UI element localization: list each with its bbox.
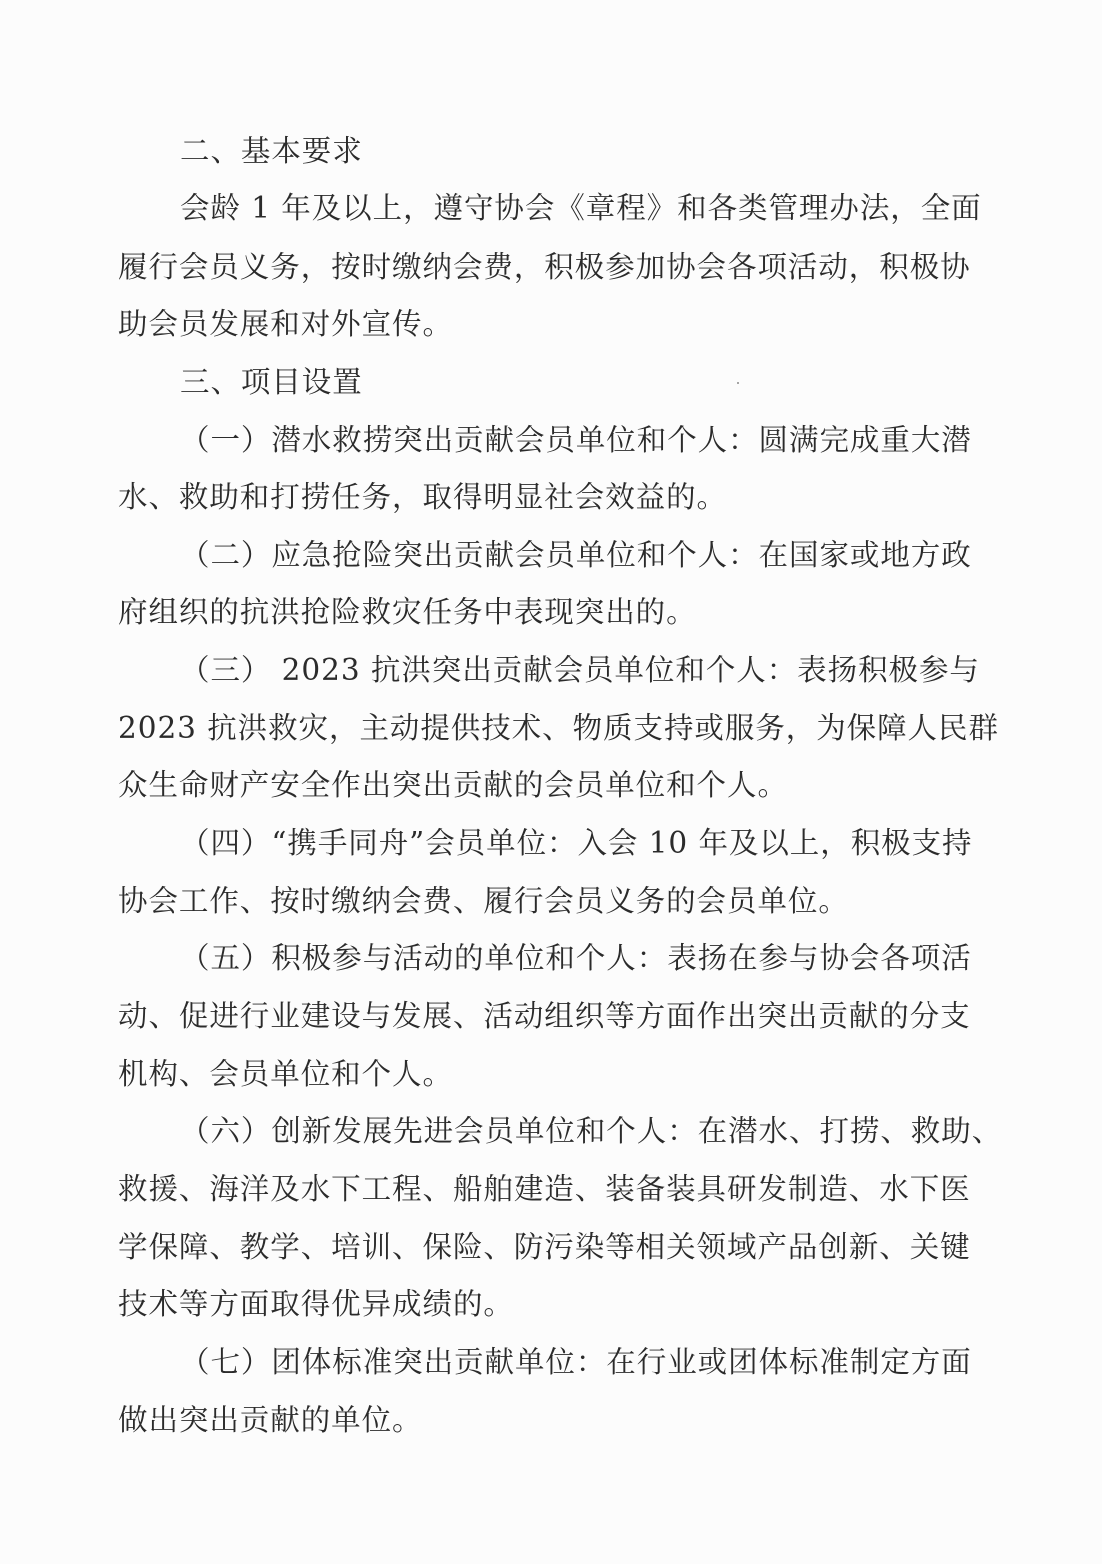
paragraph-line: （一）潜水救捞突出贡献会员单位和个人：圆满完成重大潜 xyxy=(180,423,972,457)
paragraph-line: 机构、会员单位和个人。 xyxy=(118,1057,453,1091)
paragraph-line: 会龄 1 年及以上，遵守协会《章程》和各类管理办法，全面 xyxy=(180,191,982,225)
paragraph-line: 府组织的抗洪抢险救灾任务中表现突出的。 xyxy=(118,595,697,629)
paragraph-line: （四）“携手同舟”会员单位：入会 10 年及以上，积极支持 xyxy=(180,826,973,860)
paragraph-line: （六）创新发展先进会员单位和个人：在潜水、打捞、救助、 xyxy=(180,1114,1003,1148)
paragraph-line: （二）应急抢险突出贡献会员单位和个人：在国家或地方政 xyxy=(180,538,972,572)
paragraph-line: （五）积极参与活动的单位和个人：表扬在参与协会各项活 xyxy=(180,941,972,975)
paragraph-line: 履行会员义务，按时缴纳会费，积极参加协会各项活动，积极协 xyxy=(118,250,971,284)
scan-speck xyxy=(737,382,739,384)
paragraph-line: 做出突出贡献的单位。 xyxy=(118,1403,423,1437)
paragraph-line: 助会员发展和对外宣传。 xyxy=(118,307,453,341)
paragraph-line: 众生命财产安全作出突出贡献的会员单位和个人。 xyxy=(118,768,788,802)
paragraph-line: 协会工作、按时缴纳会费、履行会员义务的会员单位。 xyxy=(118,884,849,918)
paragraph-line: 2023 抗洪救灾，主动提供技术、物质支持或服务，为保障人民群 xyxy=(118,711,999,745)
paragraph-line: 技术等方面取得优异成绩的。 xyxy=(118,1287,514,1321)
paragraph-line: （七）团体标准突出贡献单位：在行业或团体标准制定方面 xyxy=(180,1345,972,1379)
paragraph-line: 水、救助和打捞任务，取得明显社会效益的。 xyxy=(118,480,728,514)
section-heading-basic-requirements: 二、基本要求 xyxy=(180,134,363,168)
paragraph-line: 动、促进行业建设与发展、活动组织等方面作出突出贡献的分支 xyxy=(118,999,971,1033)
paragraph-line: 救援、海洋及水下工程、船舶建造、装备装具研发制造、水下医 xyxy=(118,1172,971,1206)
section-heading-project-setup: 三、项目设置 xyxy=(180,365,363,399)
paragraph-line: （三） 2023 抗洪突出贡献会员单位和个人：表扬积极参与 xyxy=(180,653,980,687)
paragraph-line: 学保障、教学、培训、保险、防污染等相关领域产品创新、关键 xyxy=(118,1230,971,1264)
